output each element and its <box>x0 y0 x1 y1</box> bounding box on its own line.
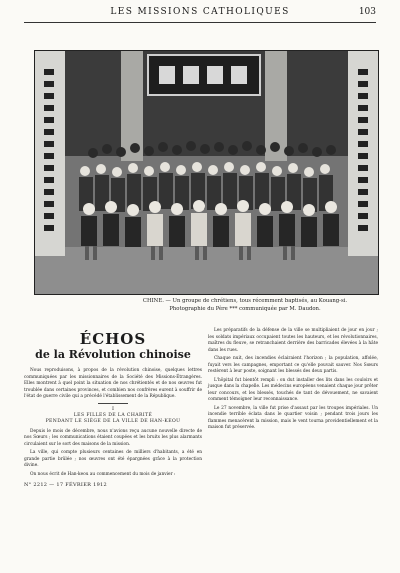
page-number: 103 <box>358 7 376 17</box>
right-column <box>208 328 378 434</box>
section-title <box>24 413 202 426</box>
right-paragraph-2: Chaque nuit, des incendies éclairaient l'horizon ; la population, affolée, fuyait vers les campagnes, emportant ce qu'elle pouvait sauver. Nos Sœurs restèrent à leur poste, soignant les blessés des deux partis. <box>208 356 378 374</box>
headline-echos: ÉCHOS <box>79 330 147 348</box>
right-paragraph-4: Le 27 novembre, la ville fut prise d'assaut par les troupes impériales. Un incendie terrible éclata dans le quartier voisin ; pendant trois jours les flammes menacèrent la mission, mais le vent tourna providentiellement et la maison fut préservée. <box>208 405 378 430</box>
paragraph-3: On nous écrit de Han-keou au commencement du mois de janvier : <box>30 471 176 477</box>
photo-caption <box>110 297 380 313</box>
caption-line-2: Photographie du Père *** communiquée par M. Daudon. <box>169 306 321 312</box>
running-header <box>24 6 376 22</box>
section-title-line-2: PENDANT LE SIÈGE DE LA VILLE DE HAN-KEOU <box>45 419 181 424</box>
headline-subtitle: de la Révolution chinoise <box>35 348 191 361</box>
section-rule <box>98 403 128 404</box>
left-column <box>24 368 202 488</box>
journal-title: LES MISSIONS CATHOLIQUES <box>110 7 290 17</box>
group-photograph <box>34 50 379 295</box>
header-rule <box>24 22 376 23</box>
paragraph-1: Depuis le mois de décembre, nous n'avions reçu aucune nouvelle directe de nos Sœurs ; les communications étaient coupées et les bruits les plus alarmants circulaient sur le sort des maisons de la mission. <box>24 428 202 447</box>
intro-paragraph: Nous reproduisons, à propos de la révolution chinoise, quelques lettres communiquées par les missionnaires de la Société des Missions-Étrangères. Elles montrent à quel point la situation de nos chrétientés et de nos œuvres fut troublée dans certaines provinces, et combien nos confrères eurent à souffrir de l'état de guerre civile qui a précédé l'établissement de la République. <box>24 368 202 399</box>
section-number: I <box>112 405 114 412</box>
caption-line-1: CHINE. — Un groupe de chrétiens, tous récemment baptisés, au Kouang-si. <box>142 298 348 304</box>
article-headline <box>24 330 202 362</box>
right-paragraph-3: L'hôpital fut bientôt rempli : on dut installer des lits dans les couloirs et jusque dans la chapelle. Les médecins européens venaient chaque jour prêter leur concours, et les blessés, touchés de tant de dévouement, ne savaient comment témoigner leur reconnaissance. <box>208 377 378 402</box>
right-paragraph-1: Les préparatifs de la défense de la ville se multipliaient de jour en jour ; les soldats impériaux occupaient toutes les hauteurs, et les révolutionnaires, maîtres du fleuve, se retranchaient derrière des barricades élevées à la hâte dans les rues. <box>208 328 378 353</box>
section-title-line-1: LES FILLES DE LA CHARITÉ <box>73 412 153 418</box>
paragraph-2: La ville, qui compte plusieurs centaines de milliers d'habitants, a été en grande partie brûlée ; nos œuvres ont été épargnées grâce à la protection divine. <box>24 450 202 468</box>
issue-footer: N° 2212 — 17 FÉVRIER 1912 <box>24 482 108 488</box>
photo-illustration <box>35 51 378 294</box>
